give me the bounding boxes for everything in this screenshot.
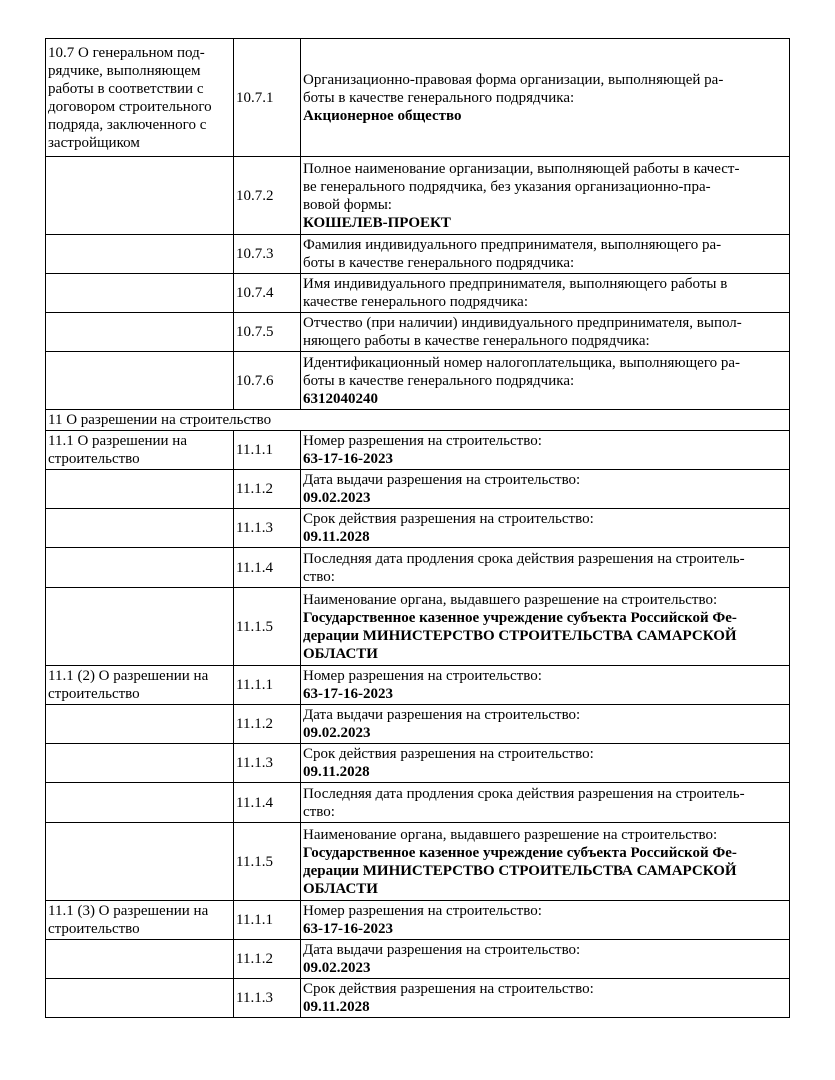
field-label: Организационно-правовая форма организации, выполняющей ра- боты в качестве генерального подрядчика: bbox=[303, 71, 724, 106]
group-cell bbox=[46, 823, 234, 901]
code-cell: 10.7.6 bbox=[234, 352, 301, 410]
table-row bbox=[46, 313, 790, 352]
group-cell: 11.1 О разрешении на строительство bbox=[46, 431, 234, 470]
group-cell bbox=[46, 548, 234, 588]
table-row bbox=[46, 235, 790, 274]
group-cell bbox=[46, 313, 234, 352]
code-cell: 10.7.5 bbox=[234, 313, 301, 352]
field-cell bbox=[301, 509, 790, 548]
group-cell: 11.1 (3) О разрешении на строительство bbox=[46, 901, 234, 940]
field-label: Номер разрешения на строительство: bbox=[303, 433, 542, 449]
code-cell: 10.7.2 bbox=[234, 157, 301, 235]
table-row bbox=[46, 744, 790, 783]
table-row bbox=[46, 157, 790, 235]
disclosure-table bbox=[45, 38, 790, 1018]
field-cell bbox=[301, 588, 790, 666]
field-value: 63-17-16-2023 bbox=[303, 686, 393, 702]
table-row bbox=[46, 823, 790, 901]
field-cell bbox=[301, 783, 790, 823]
code-cell: 11.1.3 bbox=[234, 979, 301, 1018]
field-label: Номер разрешения на строительство: bbox=[303, 668, 542, 684]
code-cell: 10.7.3 bbox=[234, 235, 301, 274]
field-label: Номер разрешения на строительство: bbox=[303, 903, 542, 919]
table-row bbox=[46, 901, 790, 940]
code-cell: 11.1.1 bbox=[234, 666, 301, 705]
group-cell bbox=[46, 235, 234, 274]
field-value: 63-17-16-2023 bbox=[303, 921, 393, 937]
group-cell bbox=[46, 509, 234, 548]
field-value: 09.02.2023 bbox=[303, 725, 371, 741]
group-cell bbox=[46, 274, 234, 313]
table-row bbox=[46, 509, 790, 548]
field-value: КОШЕЛЕВ-ПРОЕКТ bbox=[303, 214, 451, 231]
table-row bbox=[46, 274, 790, 313]
group-cell bbox=[46, 744, 234, 783]
field-label: Дата выдачи разрешения на строительство: bbox=[303, 942, 581, 958]
field-value: 09.11.2028 bbox=[303, 999, 370, 1015]
table-row bbox=[46, 588, 790, 666]
group-cell bbox=[46, 783, 234, 823]
table-row bbox=[46, 352, 790, 410]
field-value: 09.02.2023 bbox=[303, 490, 371, 506]
table-row bbox=[46, 548, 790, 588]
field-cell bbox=[301, 313, 790, 352]
field-label: Срок действия разрешения на строительство: bbox=[303, 511, 594, 527]
table-row bbox=[46, 940, 790, 979]
field-cell bbox=[301, 431, 790, 470]
field-cell bbox=[301, 235, 790, 274]
group-cell: 11.1 (2) О разрешении на строительство bbox=[46, 666, 234, 705]
section-title: 11 О разрешении на строительство bbox=[46, 410, 790, 431]
table-row bbox=[46, 705, 790, 744]
field-value: Государственное казенное учреждение субъекта Российской Фе- дерации МИНИСТЕРСТВО СТРОИТЕЛЬСТВА САМАРСКОЙ ОБЛАСТИ bbox=[303, 844, 737, 897]
table-row bbox=[46, 783, 790, 823]
code-cell: 11.1.2 bbox=[234, 705, 301, 744]
group-cell bbox=[46, 157, 234, 235]
code-cell: 11.1.2 bbox=[234, 470, 301, 509]
group-cell: 10.7 О генеральном под- рядчике, выполняющем работы в соответствии с договором строительного подряда, заключенного с застройщиком bbox=[46, 39, 234, 157]
group-cell bbox=[46, 940, 234, 979]
field-label: Последняя дата продления срока действия разрешения на строитель- ство: bbox=[303, 785, 745, 820]
field-label: Дата выдачи разрешения на строительство: bbox=[303, 472, 581, 488]
field-value: Государственное казенное учреждение субъекта Российской Фе- дерации МИНИСТЕРСТВО СТРОИТЕЛЬСТВА САМАРСКОЙ ОБЛАСТИ bbox=[303, 609, 737, 662]
table-row bbox=[46, 470, 790, 509]
field-cell bbox=[301, 548, 790, 588]
code-cell: 11.1.4 bbox=[234, 548, 301, 588]
field-value: 09.02.2023 bbox=[303, 960, 371, 976]
field-cell bbox=[301, 352, 790, 410]
group-cell bbox=[46, 979, 234, 1018]
code-cell: 10.7.4 bbox=[234, 274, 301, 313]
code-cell: 11.1.4 bbox=[234, 783, 301, 823]
field-label: Отчество (при наличии) индивидуального предпринимателя, выпол- няющего работы в качестве генерального подрядчика: bbox=[303, 315, 742, 349]
table-row bbox=[46, 979, 790, 1018]
code-cell: 11.1.1 bbox=[234, 431, 301, 470]
table-body bbox=[46, 39, 790, 1018]
field-cell bbox=[301, 274, 790, 313]
field-label: Последняя дата продления срока действия разрешения на строитель- ство: bbox=[303, 550, 745, 585]
code-cell: 10.7.1 bbox=[234, 39, 301, 157]
field-cell bbox=[301, 744, 790, 783]
code-cell: 11.1.5 bbox=[234, 823, 301, 901]
field-label: Наименование органа, выдавшего разрешение на строительство: bbox=[303, 826, 718, 843]
group-cell bbox=[46, 588, 234, 666]
code-cell: 11.1.2 bbox=[234, 940, 301, 979]
field-cell bbox=[301, 666, 790, 705]
field-value: 6312040240 bbox=[303, 390, 378, 407]
field-label: Срок действия разрешения на строительство: bbox=[303, 981, 594, 997]
group-cell bbox=[46, 352, 234, 410]
field-value: Акционерное общество bbox=[303, 107, 462, 124]
group-cell bbox=[46, 705, 234, 744]
field-label: Идентификационный номер налогоплательщика, выполняющего ра- боты в качестве генерального подрядчика: bbox=[303, 354, 740, 389]
field-value: 63-17-16-2023 bbox=[303, 451, 393, 467]
field-cell bbox=[301, 39, 790, 157]
field-label: Дата выдачи разрешения на строительство: bbox=[303, 707, 581, 723]
code-cell: 11.1.1 bbox=[234, 901, 301, 940]
code-cell: 11.1.5 bbox=[234, 588, 301, 666]
field-cell bbox=[301, 979, 790, 1018]
field-label: Имя индивидуального предпринимателя, выполняющего работы в качестве генерального подрядчика: bbox=[303, 276, 728, 310]
field-label: Наименование органа, выдавшего разрешение на строительство: bbox=[303, 591, 718, 608]
table-row bbox=[46, 666, 790, 705]
field-value: 09.11.2028 bbox=[303, 764, 370, 780]
field-cell bbox=[301, 705, 790, 744]
table-row bbox=[46, 39, 790, 157]
group-cell bbox=[46, 470, 234, 509]
field-value: 09.11.2028 bbox=[303, 529, 370, 545]
field-label: Срок действия разрешения на строительство: bbox=[303, 746, 594, 762]
table-row bbox=[46, 431, 790, 470]
code-cell: 11.1.3 bbox=[234, 509, 301, 548]
section-row bbox=[46, 410, 790, 431]
field-cell bbox=[301, 901, 790, 940]
field-cell bbox=[301, 823, 790, 901]
field-label: Фамилия индивидуального предпринимателя, выполняющего ра- боты в качестве генерального подрядчика: bbox=[303, 237, 722, 271]
field-label: Полное наименование организации, выполняющей работы в качест- ве генерального подрядчика, без указания организационно-пра- вовой формы: bbox=[303, 160, 740, 213]
field-cell bbox=[301, 470, 790, 509]
code-cell: 11.1.3 bbox=[234, 744, 301, 783]
field-cell bbox=[301, 940, 790, 979]
field-cell bbox=[301, 157, 790, 235]
